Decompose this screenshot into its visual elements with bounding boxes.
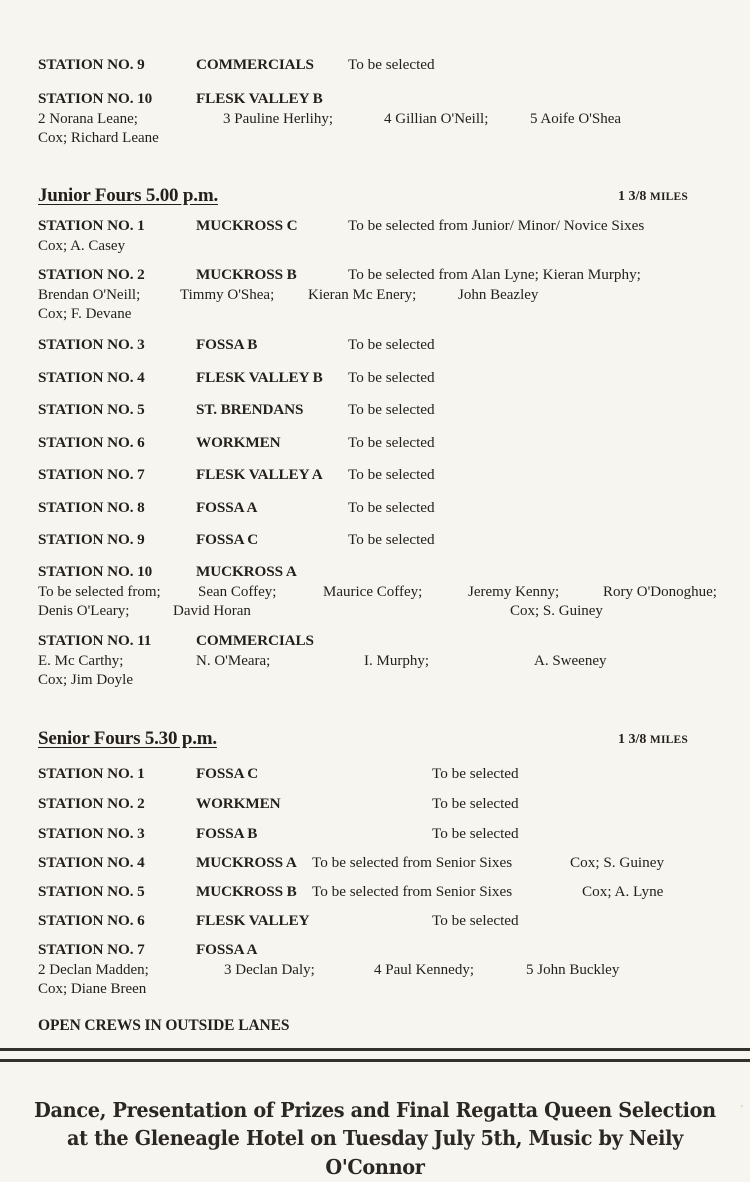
entry-main-line — [38, 368, 435, 389]
entry-note: To be selected — [348, 56, 435, 73]
entry-main-line — [38, 216, 644, 237]
crew-member: Timmy O'Shea; — [180, 286, 275, 303]
section-title: Senior Fours 5.30 p.m. — [38, 728, 217, 749]
crew-member: Brendan O'Neill; — [38, 286, 141, 303]
club-name: MUCKROSS B — [196, 883, 297, 900]
entry-main-line — [38, 530, 435, 551]
entry-note: To be selected — [432, 765, 519, 782]
club-name: FOSSA B — [196, 336, 258, 353]
crew-member: 5 Aoife O'Shea — [530, 110, 622, 127]
crew-member: 3 Declan Daly; — [224, 961, 315, 978]
entry-main-line — [38, 433, 435, 454]
station-label: STATION NO. 6 — [38, 912, 145, 929]
club-name: MUCKROSS B — [196, 266, 297, 283]
entry-main-line — [38, 911, 519, 932]
cox-line — [38, 305, 641, 324]
club-name: FLESK VALLEY — [196, 912, 310, 929]
crew-member: Maurice Coffey; — [323, 583, 423, 600]
entry-row — [38, 89, 621, 148]
distance-unit: MILES — [649, 191, 688, 203]
club-name: MUCKROSS A — [196, 563, 297, 580]
station-label: STATION NO. 2 — [38, 795, 145, 812]
cox-name: Cox; A. Lyne — [582, 883, 664, 900]
crew-member: Jeremy Kenny; — [468, 583, 560, 600]
club-name: FLESK VALLEY B — [196, 90, 323, 107]
section-heading — [0, 185, 750, 211]
cox-line — [38, 671, 606, 690]
entry-main-line — [38, 940, 619, 961]
entry-main-line — [38, 764, 519, 785]
entry-row — [38, 824, 519, 845]
entry-main-line — [38, 89, 621, 110]
cox-line — [38, 129, 621, 148]
entry-note: To be selected — [432, 795, 519, 812]
distance-unit: MILES — [649, 734, 688, 746]
crew-line — [38, 652, 606, 671]
crew-member: John Beazley — [458, 286, 539, 303]
entry-main-line — [38, 824, 519, 845]
entry-row — [38, 940, 619, 999]
club-name: FLESK VALLEY A — [196, 466, 323, 483]
station-label: STATION NO. 4 — [38, 369, 145, 386]
entry-note: To be selected — [348, 401, 435, 418]
page-edge-mark: ′ — [740, 1104, 743, 1115]
entry-note: To be selected — [348, 369, 435, 386]
entry-row — [38, 794, 519, 815]
cox-name: Cox; Jim Doyle — [38, 671, 134, 688]
crew-member: Denis O'Leary; — [38, 602, 130, 619]
entry-row — [38, 368, 435, 389]
club-name: COMMERCIALS — [196, 56, 314, 73]
crew-line — [38, 961, 619, 980]
entry-row — [38, 764, 519, 785]
club-name: FOSSA A — [196, 941, 258, 958]
entry-row — [38, 530, 435, 551]
crew-member: 2 Norana Leane; — [38, 110, 138, 127]
club-name: FLESK VALLEY B — [196, 369, 323, 386]
entry-note: To be selected — [348, 434, 435, 451]
entry-note: To be selected from Junior/ Minor/ Novice Sixes — [348, 217, 645, 234]
entry-row — [38, 400, 435, 421]
entry-row — [38, 911, 519, 932]
station-label: STATION NO. 7 — [38, 941, 145, 958]
station-label: STATION NO. 9 — [38, 531, 145, 548]
club-name: FOSSA C — [196, 531, 259, 548]
distance-number: 1 3/8 — [618, 189, 647, 204]
cox-name: Cox; Richard Leane — [38, 129, 159, 146]
crew-member: Rory O'Donoghue; — [603, 583, 717, 600]
entry-row — [38, 853, 664, 874]
entry-note: To be selected — [432, 825, 519, 842]
section-heading — [0, 728, 750, 754]
crew-member: 4 Paul Kennedy; — [374, 961, 474, 978]
cox-name: Cox; S. Guiney — [570, 854, 665, 871]
entry-main-line — [38, 562, 717, 583]
entry-main-line — [38, 882, 663, 903]
entry-row — [38, 55, 435, 76]
crew-line — [38, 110, 621, 129]
entry-main-line — [38, 265, 641, 286]
entry-main-line — [38, 465, 435, 486]
club-name: WORKMEN — [196, 795, 281, 812]
cox-name: Cox; S. Guiney — [510, 602, 603, 619]
entry-row — [38, 465, 435, 486]
crew-member: David Horan — [173, 602, 251, 619]
entry-main-line — [38, 400, 435, 421]
station-label: STATION NO. 10 — [38, 563, 153, 580]
cox-name: Cox; A. Casey — [38, 237, 126, 254]
open-crews-notice: OPEN CREWS IN OUTSIDE LANES — [38, 1017, 290, 1034]
station-label: STATION NO. 5 — [38, 883, 145, 900]
entry-main-line — [38, 794, 519, 815]
club-name: WORKMEN — [196, 434, 281, 451]
station-label: STATION NO. 3 — [38, 825, 145, 842]
entry-row — [38, 562, 717, 621]
crew-member: 4 Gillian O'Neill; — [384, 110, 489, 127]
club-name: FOSSA A — [196, 499, 258, 516]
entry-row — [38, 335, 435, 356]
divider-rule-top — [0, 1048, 750, 1051]
cox-line — [38, 237, 644, 256]
club-name: FOSSA B — [196, 825, 258, 842]
crew-member: Kieran Mc Enery; — [308, 286, 417, 303]
section-distance — [618, 732, 688, 748]
club-name: ST. BRENDANS — [196, 401, 304, 418]
divider-rule-bottom — [0, 1059, 750, 1062]
station-label: STATION NO. 1 — [38, 765, 145, 782]
entry-row — [38, 882, 663, 903]
station-label: STATION NO. 6 — [38, 434, 145, 451]
entry-row — [38, 631, 606, 690]
crew-line — [38, 602, 717, 621]
station-label: STATION NO. 5 — [38, 401, 145, 418]
entry-note: To be selected — [348, 499, 435, 516]
dance-announcement-line2: at the Gleneagle Hotel on Tuesday July 5th, Music by Neily O'Connor — [67, 1126, 683, 1180]
entry-note: To be selected from Alan Lyne; Kieran Murphy; — [348, 266, 641, 283]
dance-announcement-line1: Dance, Presentation of Prizes and Final Regatta Queen Selection — [34, 1098, 716, 1122]
entry-main-line — [38, 55, 435, 76]
entry-row — [38, 433, 435, 454]
entry-note: To be selected from Senior Sixes — [312, 883, 513, 900]
station-label: STATION NO. 9 — [38, 56, 145, 73]
station-label: STATION NO. 7 — [38, 466, 145, 483]
club-name: MUCKROSS C — [196, 217, 298, 234]
club-name: COMMERCIALS — [196, 632, 314, 649]
cox-name: Cox; F. Devane — [38, 305, 132, 322]
crew-member: Sean Coffey; — [198, 583, 277, 600]
station-label: STATION NO. 11 — [38, 632, 152, 649]
crew-member: I. Murphy; — [364, 652, 429, 669]
station-label: STATION NO. 2 — [38, 266, 145, 283]
distance-number: 1 3/8 — [618, 732, 647, 747]
club-name: MUCKROSS A — [196, 854, 297, 871]
cox-line — [38, 980, 619, 999]
entry-row — [38, 216, 644, 256]
crew-member: 2 Declan Madden; — [38, 961, 149, 978]
entry-main-line — [38, 498, 435, 519]
club-name: FOSSA C — [196, 765, 259, 782]
entry-note: To be selected — [432, 912, 519, 929]
crew-member: 5 John Buckley — [526, 961, 620, 978]
entry-main-line — [38, 853, 664, 874]
section-title: Junior Fours 5.00 p.m. — [38, 185, 218, 206]
crew-line — [38, 286, 641, 305]
crew-member: To be selected from; — [38, 583, 161, 600]
station-label: STATION NO. 4 — [38, 854, 145, 871]
crew-member: E. Mc Carthy; — [38, 652, 124, 669]
cox-name: Cox; Diane Breen — [38, 980, 147, 997]
station-label: STATION NO. 1 — [38, 217, 145, 234]
entry-row — [38, 265, 641, 324]
station-label: STATION NO. 3 — [38, 336, 145, 353]
crew-member: 3 Pauline Herlihy; — [223, 110, 333, 127]
crew-member: N. O'Meara; — [196, 652, 271, 669]
entry-main-line — [38, 335, 435, 356]
entry-note: To be selected — [348, 466, 435, 483]
station-label: STATION NO. 8 — [38, 499, 145, 516]
station-label: STATION NO. 10 — [38, 90, 153, 107]
entry-main-line — [38, 631, 606, 652]
entry-note: To be selected — [348, 531, 435, 548]
section-distance — [618, 189, 688, 205]
entry-note: To be selected — [348, 336, 435, 353]
crew-member: A. Sweeney — [534, 652, 607, 669]
entry-note: To be selected from Senior Sixes — [312, 854, 513, 871]
crew-line — [38, 583, 717, 602]
entry-row — [38, 498, 435, 519]
